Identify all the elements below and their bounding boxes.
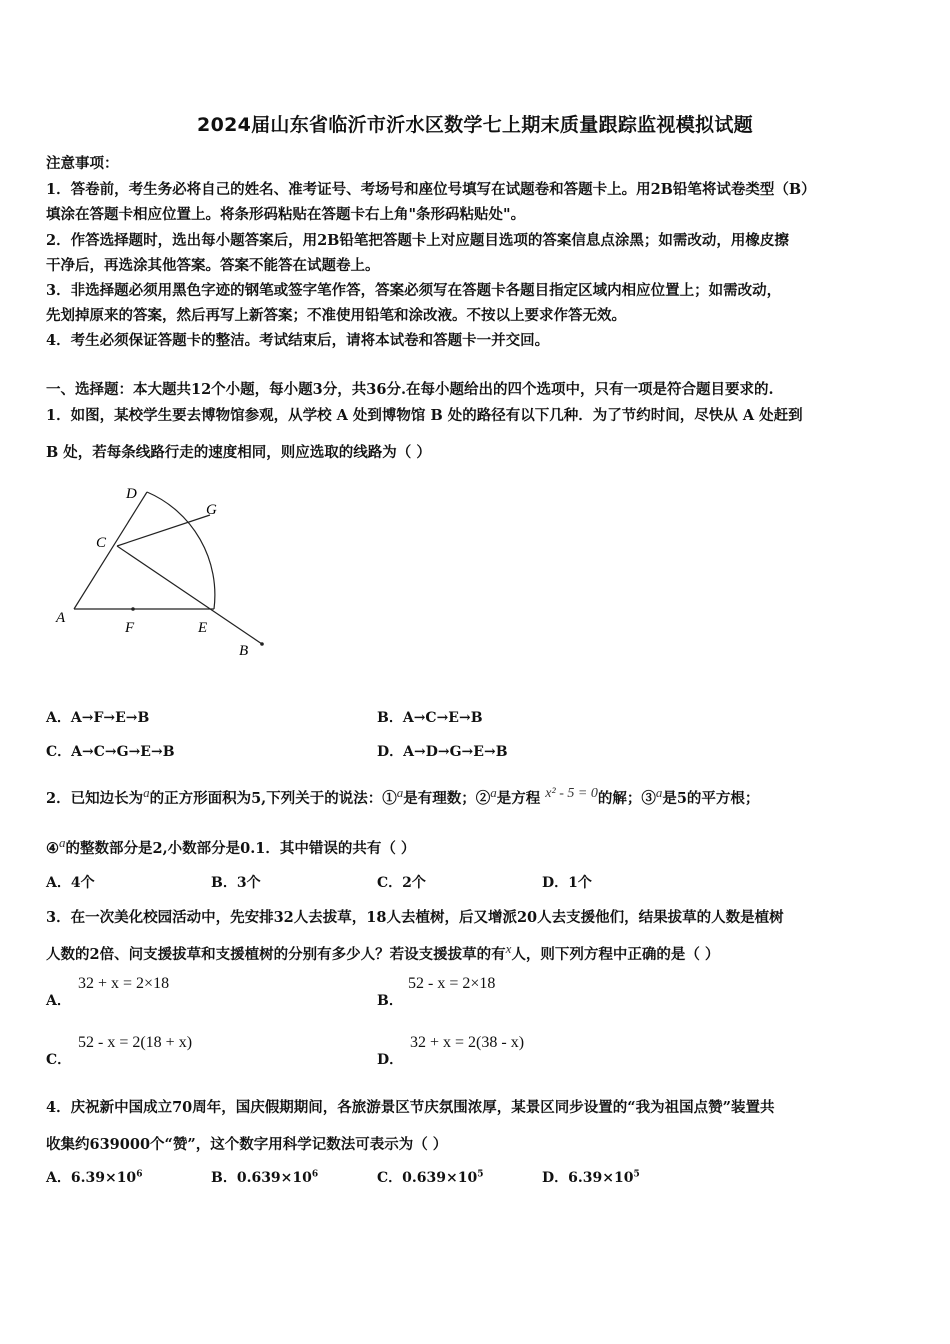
q3-option-a-label[interactable]: A． xyxy=(46,993,71,1009)
q1-option-a[interactable]: A．A→F→E→B xyxy=(46,710,150,726)
notice-line: 干净后，再选涂其他答案。答案不能答在试题卷上。 xyxy=(46,257,380,274)
q4-option-d[interactable]: D．$6.39\times 10^5$ xyxy=(542,1169,640,1186)
q3-option-d-equation: 32 + x = 2(38 - x) xyxy=(410,1034,525,1051)
notice-line: 2．作答选择题时，选出每小题答案后，用2B铅笔把答题卡上对应题目选项的答案信息点涂黑；如需改动，用橡皮擦 xyxy=(46,232,789,249)
q3-option-d-label[interactable]: D． xyxy=(377,1052,404,1068)
question-4-text: 4．庆祝新中国成立70周年，国庆假期期间，各旅游景区节庆氛围浓厚，某景区同步设置的“我为祖国点赞”装置共 xyxy=(46,1099,775,1116)
point-B xyxy=(260,642,264,646)
notice-line: 4．考生必须保证答题卡的整洁。考试结束后，请将本试卷和答题卡一并交回。 xyxy=(46,332,550,349)
label-D: D xyxy=(126,486,137,502)
q1-option-d[interactable]: D．A→D→G→E→B xyxy=(377,744,508,760)
question-3-text: 人数的2倍、问支援拔草和支援植树的分别有多少人？若设支援拔草的有x人，则下列方程中正确的是（ ） xyxy=(46,941,720,963)
label-F: F xyxy=(125,620,135,636)
q2-option-b[interactable]: B．3个 xyxy=(211,875,261,891)
label-G: G xyxy=(206,502,217,518)
segment-AD xyxy=(74,492,147,609)
label-E: E xyxy=(198,620,208,636)
question-4-text: 收集约639000个“赞”，这个数字用科学记数法可表示为（ ） xyxy=(46,1136,448,1153)
notice-heading: 注意事项： xyxy=(46,155,119,172)
q1-option-b[interactable]: B．A→C→E→B xyxy=(377,710,483,726)
notice-line: 3．非选择题必须用黑色字迹的钢笔或签字笔作答，答案必须写在答题卡各题目指定区域内相应位置上；如需改动， xyxy=(46,282,782,299)
label-C: C xyxy=(96,535,107,551)
label-A: A xyxy=(56,610,66,626)
q2-option-c[interactable]: C．2个 xyxy=(377,875,426,891)
segment-CG xyxy=(117,515,210,546)
q2-option-d[interactable]: D．1个 xyxy=(542,875,592,891)
notice-line: 1．答卷前，考生务必将自己的姓名、准考证号、考场号和座位号填写在试题卷和答题卡上。用2B铅笔将试卷类型（B） xyxy=(46,181,816,198)
q3-option-b-equation: 52 - x = 2×18 xyxy=(408,975,496,992)
section-heading: 一、选择题：本大题共12个小题，每小题3分，共36分.在每小题给出的四个选项中，只有一项是符合题目要求的. xyxy=(46,381,774,398)
q3-option-c-label[interactable]: C． xyxy=(46,1052,72,1068)
q4-option-c[interactable]: C．$0.639\times 10^5$ xyxy=(377,1169,484,1186)
arc-DGE xyxy=(147,492,215,609)
question-1-text: 1．如图，某校学生要去博物馆参观，从学校 A 处到博物馆 B 处的路径有以下几种．为了节约时间，尽快从 A 处赶到 xyxy=(46,407,803,424)
q2-option-a[interactable]: A．4个 xyxy=(46,875,95,891)
question-3-text: 3．在一次美化校园活动中，先安排32人去拔草，18人去植树，后又增派20人去支援他们，结果拔草的人数是植树 xyxy=(46,909,784,926)
notice-line: 填涂在答题卡相应位置上。将条形码粘贴在答题卡右上角"条形码粘贴处"。 xyxy=(46,206,526,223)
question-2-text: 2．已知边长为a的正方形面积为5,下列关于的说法：①a是有理数；②a是方程 x² - 5 = 0的解；③a是5的平方根； xyxy=(46,785,760,807)
q3-option-a-equation: 32 + x = 2×18 xyxy=(78,975,170,992)
label-B: B xyxy=(239,643,249,659)
q4-option-a[interactable]: A．$6.39\times 10^6$ xyxy=(46,1169,143,1186)
question-1-text: B 处，若每条线路行走的速度相同，则应选取的线路为（ ） xyxy=(46,444,431,461)
question-2-text: ④a的整数部分是2,小数部分是0.1．其中错误的共有（ ） xyxy=(46,835,416,857)
q4-option-b[interactable]: B．$0.639\times 10^6$ xyxy=(211,1169,319,1186)
q2-equation: x² - 5 = 0 xyxy=(545,786,598,801)
question-1-figure xyxy=(46,478,286,664)
q1-option-c[interactable]: C．A→C→G→E→B xyxy=(46,744,175,760)
q3-option-b-label[interactable]: B． xyxy=(377,993,403,1009)
q3-option-c-equation: 52 - x = 2(18 + x) xyxy=(78,1034,193,1051)
segment-CB xyxy=(117,546,262,644)
page-title: 2024届山东省临沂市沂水区数学七上期末质量跟踪监视模拟试题 xyxy=(197,114,753,136)
point-F xyxy=(131,607,135,611)
notice-line: 先划掉原来的答案，然后再写上新答案；不准使用铅笔和涂改液。不按以上要求作答无效。 xyxy=(46,307,626,324)
